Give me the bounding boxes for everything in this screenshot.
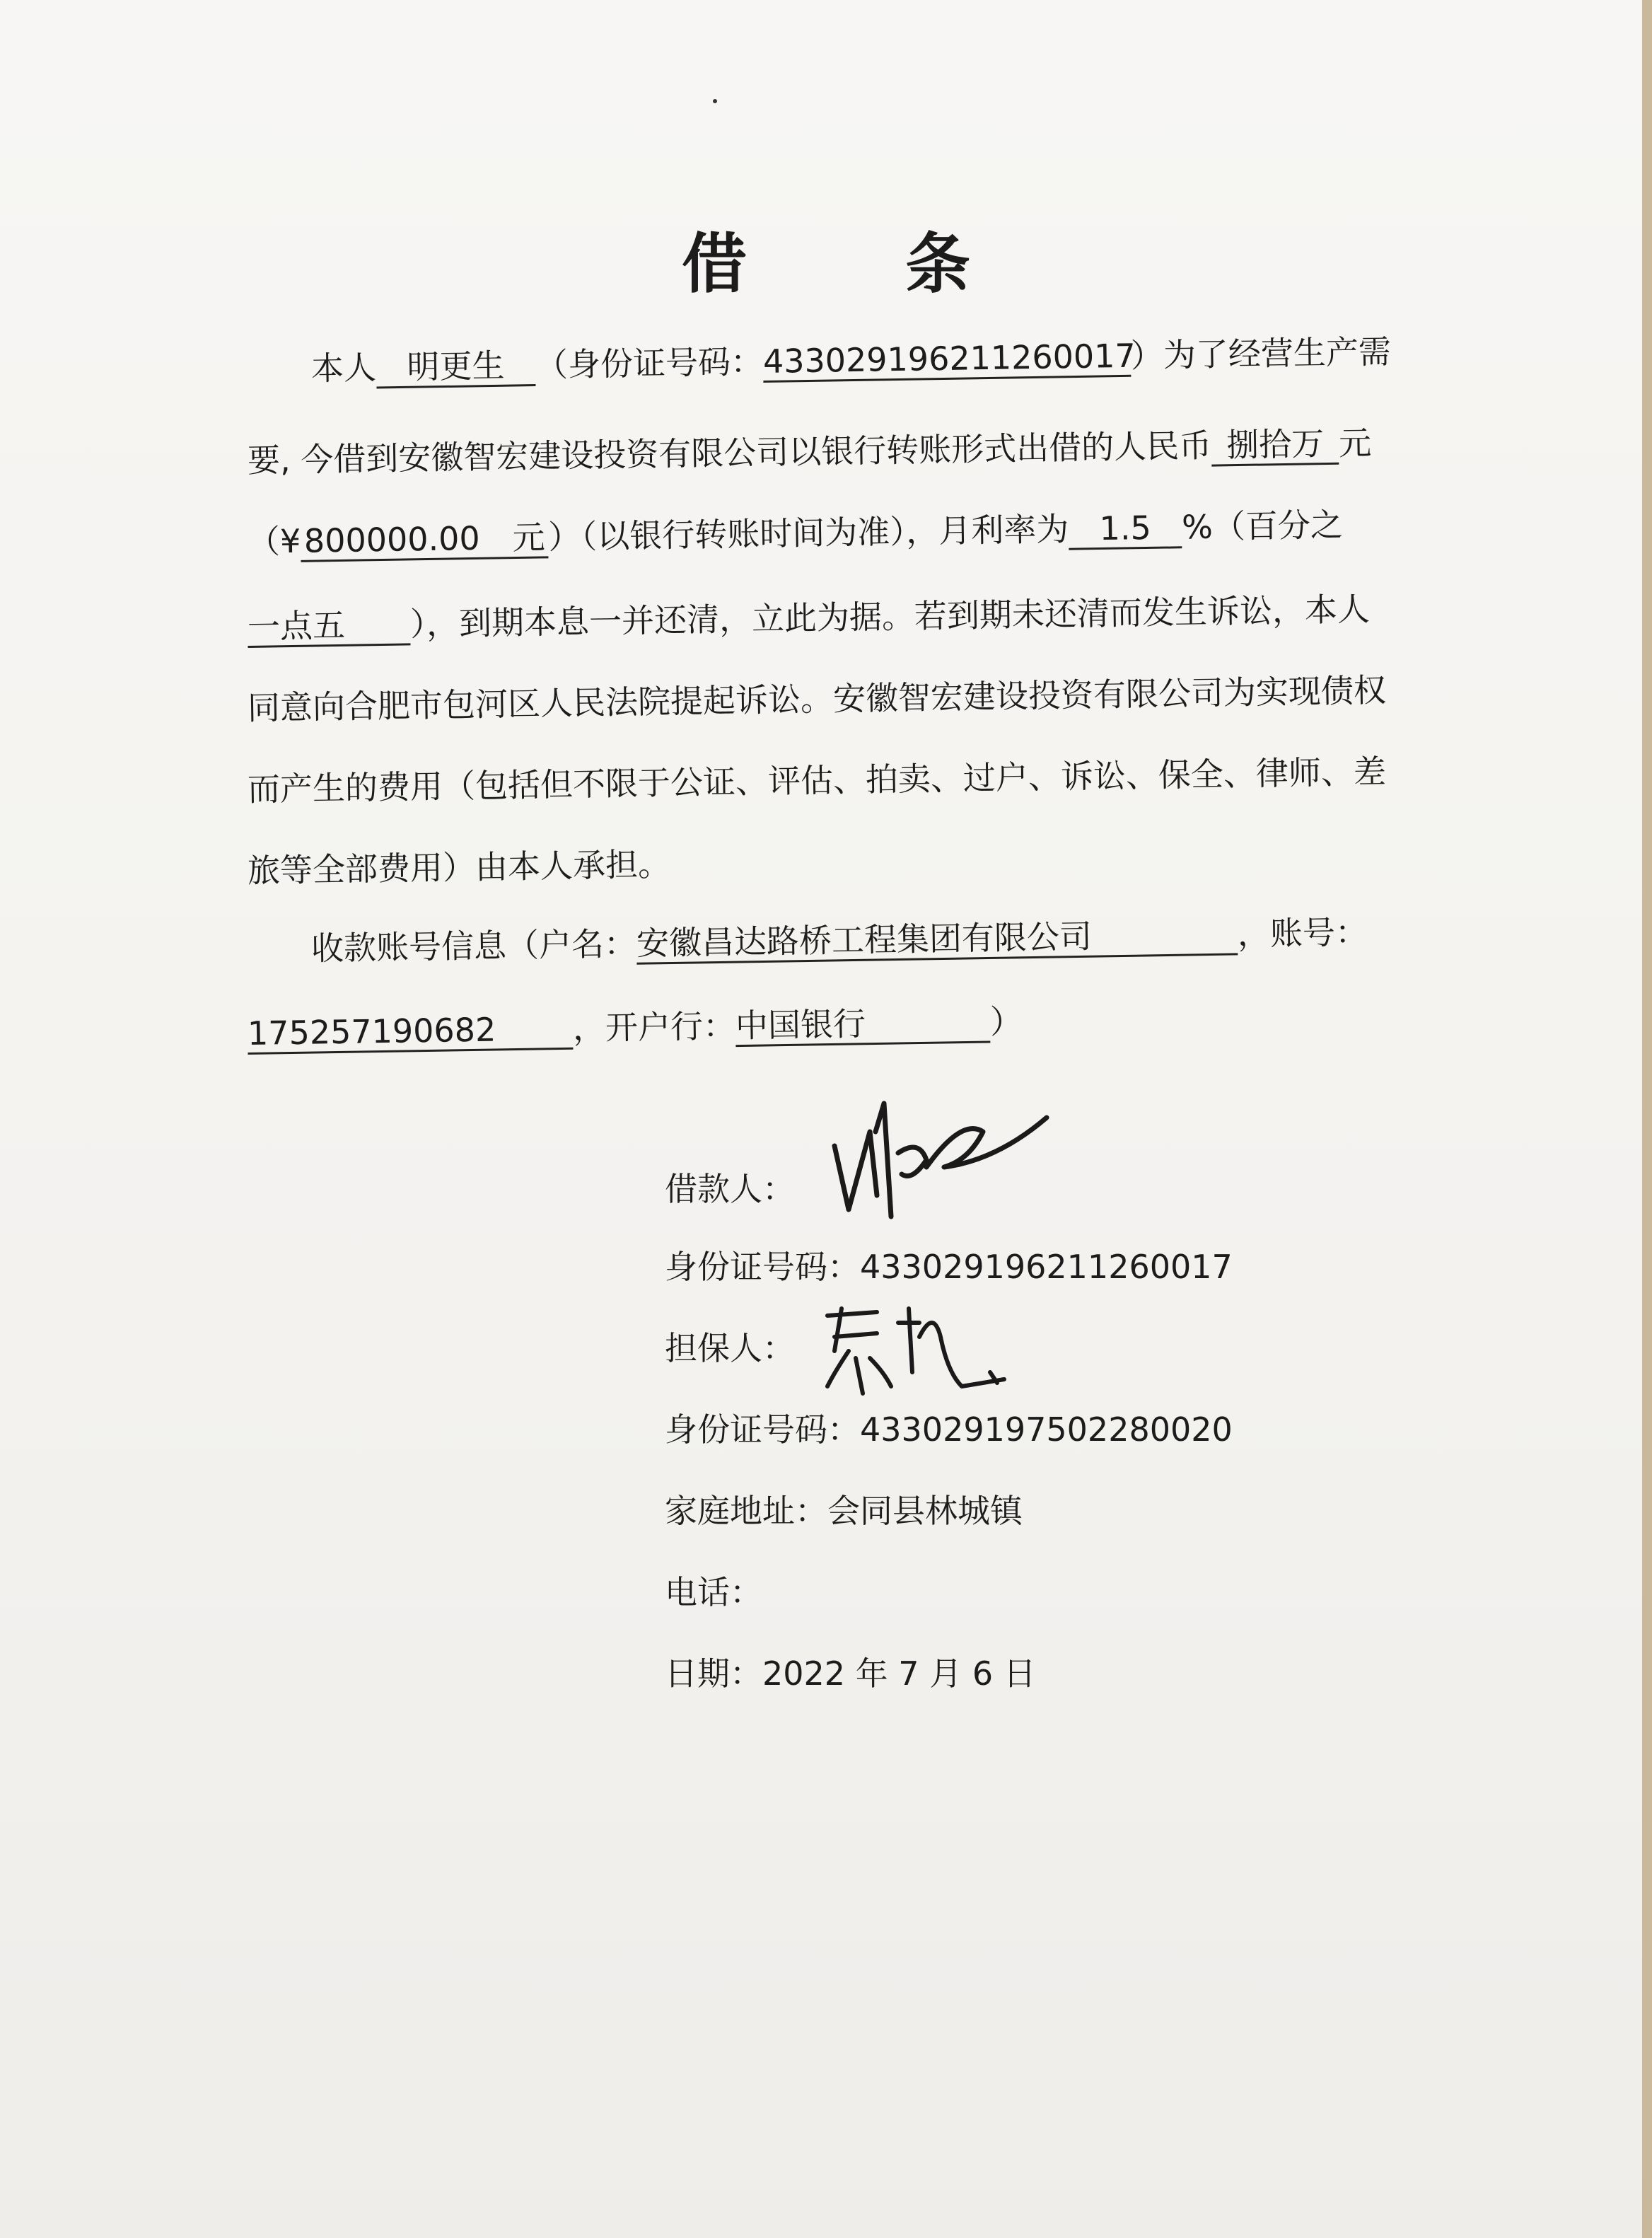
bank-field: 中国银行 — [735, 1004, 991, 1048]
text: 本人 — [310, 348, 377, 388]
borrower-name-field: 明更生 — [376, 347, 536, 388]
label: 身份证号码： — [665, 1248, 860, 1286]
para-line-1 — [310, 326, 1414, 390]
guarantor-label: 担保人： — [665, 1329, 795, 1367]
text: ，账号： — [1237, 912, 1368, 953]
label: 家庭地址： — [665, 1492, 827, 1530]
paper-edge — [1642, 0, 1652, 2238]
rate-field: 1.5 — [1069, 509, 1182, 550]
text: ），到期本息一并还清，立此为据。若到期未还清而发生诉讼，本人 — [409, 590, 1371, 644]
value: 2022 年 7 月 6 日 — [762, 1654, 1036, 1693]
guarantor-signature — [813, 1294, 1011, 1401]
account-line-2 — [247, 990, 1414, 1055]
text: （¥ — [247, 521, 301, 561]
borrower-id-row — [665, 1241, 1233, 1288]
text: ）（以银行转账时间为准），月利率为 — [547, 509, 1069, 557]
para-line-5: 同意向合肥市包河区人民法院提起诉讼。安徽智宏建设投资有限公司为实现债权 — [247, 671, 1387, 727]
para-line-3 — [247, 498, 1414, 563]
value: 433029197502280020 — [860, 1410, 1233, 1449]
para-line-4 — [247, 583, 1414, 648]
amount-number-field: 800000.00 元 — [301, 518, 549, 562]
para-line-7: 旅等全部费用）由本人承担。 — [247, 845, 671, 890]
account-line-1 — [310, 906, 1414, 970]
value: 会同县林城镇 — [827, 1492, 1023, 1530]
address-row — [665, 1485, 1023, 1532]
rate-words-field: 一点五 — [248, 605, 411, 647]
account-holder-field: 安徽昌达路桥工程集团有限公司 — [636, 915, 1238, 964]
speck-mark — [713, 99, 717, 103]
date-row — [665, 1648, 1036, 1695]
borrower-id-field: 433029196211260017 — [763, 337, 1132, 383]
account-number-field: 175257190682 — [248, 1010, 574, 1055]
label: 日期： — [665, 1654, 762, 1693]
text: （身份证号码： — [535, 342, 764, 385]
text: 要, 今借到安徽智宏建设投资有限公司以银行转账形式出借的人民币 — [247, 426, 1212, 480]
text: ） — [989, 1002, 1023, 1041]
text: %（百分之 — [1181, 505, 1344, 547]
phone-row — [665, 1567, 762, 1613]
document-title: 借 条 — [681, 226, 1039, 302]
amount-upper-field: 捌拾万 — [1211, 425, 1339, 467]
label: 身份证号码： — [665, 1410, 860, 1449]
para-line-2 — [247, 417, 1414, 482]
borrower-label: 借款人： — [665, 1170, 795, 1208]
label: 电话： — [665, 1573, 762, 1611]
value: 433029196211260017 — [860, 1248, 1233, 1286]
text: ，开户行： — [572, 1007, 736, 1048]
text: ）为了经营生产需 — [1130, 332, 1392, 375]
text: 收款账号信息（户名： — [310, 924, 637, 968]
guarantor-id-row — [665, 1404, 1233, 1451]
para-line-6: 而产生的费用（包括但不限于公证、评估、拍卖、过户、诉讼、保全、律师、差 — [247, 752, 1387, 808]
borrower-signature — [820, 1089, 1061, 1231]
text: 元 — [1338, 424, 1372, 463]
